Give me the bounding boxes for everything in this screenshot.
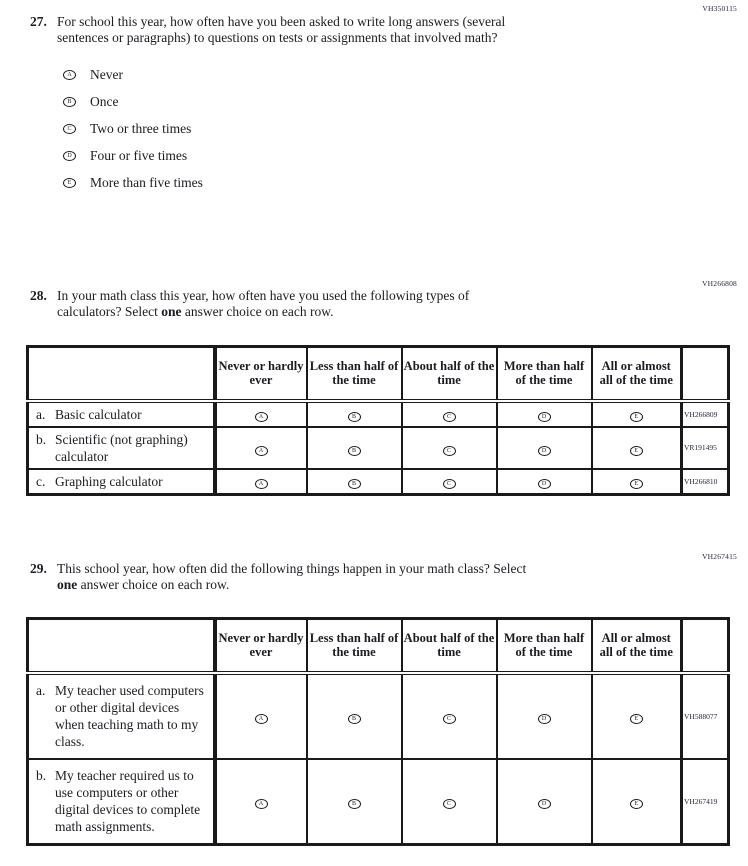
- answer-bubble-a[interactable]: A: [255, 412, 268, 422]
- question-27-text-line2: sentences or paragraphs) to questions on tests or assignments that involved math?: [57, 30, 498, 45]
- answer-bubble-b[interactable]: B: [348, 412, 361, 422]
- answer-bubble-a[interactable]: [63, 70, 76, 80]
- table-row: [28, 759, 729, 845]
- answer-bubble-e[interactable]: E: [630, 412, 643, 422]
- table-row: [28, 673, 729, 759]
- answer-bubble-b[interactable]: B: [348, 799, 361, 809]
- option-label: Never: [90, 66, 123, 82]
- option-label: More than five times: [90, 174, 203, 190]
- answer-bubble-d[interactable]: D: [538, 412, 551, 422]
- header-empty-cell: [28, 619, 215, 673]
- header-more-than-half: More than half of the time: [497, 619, 592, 673]
- header-less-than-half: Less than half of the time: [307, 347, 402, 401]
- header-never-or-hardly-ever: Never or hardly ever: [215, 619, 307, 673]
- answer-bubble-d[interactable]: D: [538, 714, 551, 724]
- row-label: My teacher required us to use computers or other digital devices to complete math assignments.: [55, 768, 201, 835]
- header-all-or-almost-all: All or almost all of the time: [592, 347, 682, 401]
- row-label: Scientific (not graphing) calculator: [55, 431, 188, 464]
- question-28-text-line2: calculators? Select one answer choice on each row.: [57, 304, 334, 319]
- table-header-row: [28, 347, 729, 401]
- option-two-or-three-times: [63, 115, 680, 142]
- bubble-letter: B: [67, 98, 72, 105]
- answer-bubble-a[interactable]: A: [255, 479, 268, 489]
- option-label: Once: [90, 93, 119, 109]
- answer-bubble-d[interactable]: D: [538, 446, 551, 456]
- answer-bubble-e[interactable]: E: [630, 446, 643, 456]
- answer-bubble-c[interactable]: C: [443, 799, 456, 809]
- question-28-code: VH266808: [702, 279, 737, 288]
- option-four-or-five-times: [63, 142, 680, 169]
- table-header-row: [28, 619, 729, 673]
- answer-bubble-e[interactable]: E: [630, 479, 643, 489]
- question-29-table: [26, 617, 730, 846]
- answer-bubble-c[interactable]: C: [443, 714, 456, 724]
- option-more-than-five-times: [63, 169, 680, 196]
- question-29: [30, 561, 680, 593]
- answer-bubble-c[interactable]: C: [443, 446, 456, 456]
- question-27-options: [63, 61, 680, 196]
- answer-bubble-d[interactable]: [63, 151, 76, 161]
- row-code: VH267419: [684, 796, 718, 806]
- answer-bubble-b[interactable]: [63, 97, 76, 107]
- answer-bubble-b[interactable]: B: [348, 446, 361, 456]
- question-27-text: [57, 14, 505, 46]
- question-28: [30, 288, 680, 320]
- answer-bubble-a[interactable]: A: [255, 446, 268, 456]
- row-prefix: b.: [36, 768, 47, 784]
- option-once: [63, 88, 680, 115]
- header-about-half: About half of the time: [402, 347, 497, 401]
- answer-bubble-e[interactable]: E: [630, 714, 643, 724]
- question-27-text-line1: For school this year, how often have you been asked to write long answers (several: [57, 14, 506, 29]
- header-never-or-hardly-ever: Never or hardly ever: [215, 347, 307, 401]
- row-prefix: a.: [36, 406, 46, 422]
- question-27: [30, 14, 680, 196]
- bubble-letter: E: [67, 179, 72, 186]
- question-29-text-line1: This school year, how often did the following things happen in your math class? Select: [57, 561, 527, 576]
- answer-bubble-c[interactable]: C: [443, 479, 456, 489]
- option-label: Two or three times: [90, 120, 192, 136]
- question-28-text: [57, 288, 469, 320]
- table-row: [28, 469, 729, 495]
- row-prefix: b.: [36, 431, 47, 447]
- option-label: Four or five times: [90, 147, 188, 163]
- row-code: VH266809: [682, 401, 729, 427]
- bold-one: one: [161, 304, 182, 319]
- row-code: VH588077: [682, 673, 729, 759]
- question-28-number: 28.: [30, 288, 47, 303]
- question-28-table: [26, 345, 730, 496]
- bubble-letter: C: [67, 125, 72, 132]
- header-about-half: About half of the time: [402, 619, 497, 673]
- header-less-than-half: Less than half of the time: [307, 619, 402, 673]
- header-empty-cell: [28, 347, 215, 401]
- row-label: Basic calculator: [55, 406, 142, 422]
- row-code: VH266810: [684, 476, 718, 486]
- bold-one: one: [57, 577, 78, 592]
- table-row: [28, 401, 729, 427]
- question-27-code: VH350115: [702, 4, 737, 13]
- answer-bubble-d[interactable]: D: [538, 799, 551, 809]
- bubble-letter: A: [67, 71, 72, 78]
- answer-bubble-b[interactable]: B: [348, 479, 361, 489]
- question-29-text: [57, 561, 526, 593]
- header-all-or-almost-all: All or almost all of the time: [592, 619, 682, 673]
- row-code: VR191495: [682, 427, 729, 469]
- header-more-than-half: More than half of the time: [497, 347, 592, 401]
- question-27-number: 27.: [30, 14, 47, 29]
- question-29-number: 29.: [30, 561, 47, 576]
- option-never: [63, 61, 680, 88]
- row-prefix: a.: [36, 683, 46, 698]
- answer-bubble-a[interactable]: A: [255, 799, 268, 809]
- question-28-text-line1: In your math class this year, how often have you used the following types of: [57, 288, 470, 303]
- answer-bubble-b[interactable]: B: [348, 714, 361, 724]
- answer-bubble-c[interactable]: C: [443, 412, 456, 422]
- bubble-letter: D: [67, 152, 72, 159]
- answer-bubble-d[interactable]: D: [538, 479, 551, 489]
- row-label: My teacher used computers or other digital devices when teaching math to my class.: [55, 683, 204, 749]
- header-code-cell: [682, 347, 729, 401]
- answer-bubble-e[interactable]: [63, 178, 76, 188]
- question-29-text-line2: one answer choice on each row.: [57, 577, 230, 592]
- row-label: Graphing calculator: [55, 473, 163, 489]
- question-29-code: VH267415: [702, 552, 737, 561]
- header-code-cell: [682, 619, 729, 673]
- answer-bubble-a[interactable]: A: [255, 714, 268, 724]
- answer-bubble-e[interactable]: E: [630, 799, 643, 809]
- row-prefix: c.: [36, 473, 46, 489]
- table-row: [28, 427, 729, 469]
- answer-bubble-c[interactable]: [63, 124, 76, 134]
